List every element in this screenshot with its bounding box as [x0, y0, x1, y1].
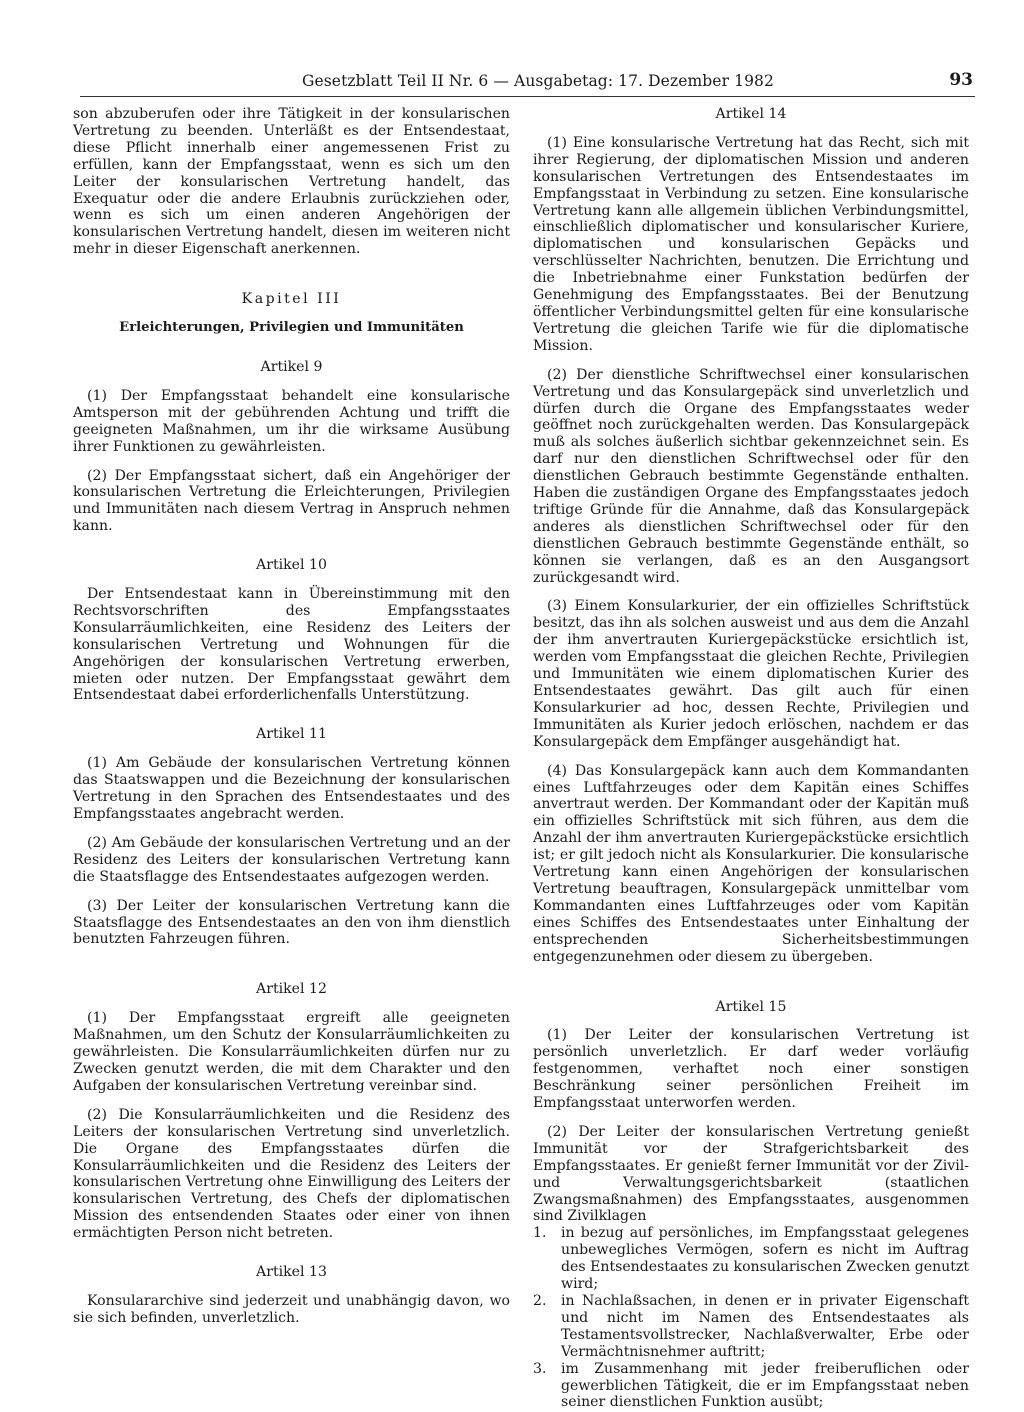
article-12-heading: Artikel 12	[256, 981, 327, 998]
article-14-p3: (3) Einem Konsularkurier, der ein offizielles Schriftstück besitzt, das ihn als solchen ausweist und aus dem die Anzahl der ihm anvertrauten Kuriergepäckstücke ersichtlich ist, werden vom Empfangsstaat die gleichen Rechte, Privilegien und Immunitäten wie einem diplomatischen Kurier des Entsendestaates gewährt. Das gilt auch für einen Konsularkurier ad hoc, dessen Rechte, Privilegien und Immunitäten als Kurier jedoch erlöschen, nachdem er das Konsulargepäck dem Empfänger ausgehändigt hat.	[533, 598, 969, 750]
article-13-p1: Konsulararchive sind jederzeit und unabhängig davon, wo sie sich befinden, unverletzlich.	[73, 1292, 510, 1326]
article-12-p2: (2) Die Konsularräumlichkeiten und die Residenz des Leiters der konsularischen Vertretung sind unverletzlich. Die Organe des Empfangsstaates dürfen die Konsularräumlichkeiten und die Residenz des Leiters der konsularischen Vertretung ohne Einwilligung des Leiters der konsularischen Vertretung, des Chefs der diplomatischen Mission des entsendenden Staates oder einer von ihnen ermächtigten Person nicht betreten.	[73, 1106, 510, 1242]
article-11-p1: (1) Am Gebäude der konsularischen Vertretung können das Staatswappen und die Bezeichnung der konsularischen Vertretung in den Sprachen des Entsendestaates und des Empfangsstaates angebracht werden.	[73, 755, 510, 822]
list-item-number: 1.	[533, 1225, 547, 1242]
page-number: 93	[949, 70, 973, 90]
list-item	[533, 1361, 969, 1412]
list-item-text: in Nachlaßsachen, in denen er in privater Eigenschaft und nicht im Namen des Entsendestaates als Testamentsvollstrecker, Nachlaßverwalter, Erbe oder Vermächtnisnehmer auftritt;	[561, 1293, 969, 1360]
article-9-heading: Artikel 9	[260, 358, 323, 375]
article-11-p2: (2) Am Gebäude der konsularischen Vertretung und an der Residenz des Leiters der konsularischen Vertretung kann die Staatsflagge des Entsendestaates aufgezogen werden.	[73, 834, 510, 885]
continued-paragraph: son abzuberufen oder ihre Tätigkeit in der konsularischen Vertretung zu beenden. Unterläßt es der Entsendestaat, diese Pflicht innerhalb einer angemessenen Frist zu erfüllen, kann der Empfangsstaat, wenn es sich um den Leiter der konsularischen Vertretung handelt, das Exequatur oder die andere Erlaubnis zurückziehen oder, wenn es sich um einen anderen Angehörigen der konsularischen Vertretung handelt, diesen im weiteren nicht mehr in dieser Eigenschaft anerkennen.	[73, 106, 510, 258]
article-11-p3: (3) Der Leiter der konsularischen Vertretung kann die Staatsflagge des Entsendestaates an den von ihm dienstlich benutzten Fahrzeugen führen.	[73, 897, 510, 948]
chapter-heading: Kapitel III	[241, 291, 342, 308]
article-14-p2: (2) Der dienstliche Schriftwechsel einer konsularischen Vertretung und das Konsulargepäck sind unverletzlich und dürfen durch die Organe des Empfangsstaates weder geöffnet noch zurückgehalten werden. Das Konsulargepäck muß als solches äußerlich sichtbar gekennzeichnet sein. Es darf nur den dienstlichen Schriftwechsel oder für den dienstlichen Gebrauch bestimmte Gegenstände enthalten. Haben die zuständigen Organe des Empfangsstaates jedoch triftige Gründe für die Annahme, daß das Konsulargepäck anderes als dienstlichen Schriftwechsel oder für den dienstlichen Gebrauch bestimmte Gegenstände enthält, so können sie verlangen, daß es an den Ausgangsort zurückgesandt wird.	[533, 366, 969, 586]
page-header	[80, 70, 975, 97]
list-item-number: 3.	[533, 1360, 547, 1377]
article-9-p1: (1) Der Empfangsstaat behandelt eine konsularische Amtsperson mit der gebührenden Achtung und trifft die geeigneten Maßnahmen, um ihr die wirksame Ausübung ihrer Funktionen zu gewährleisten.	[73, 387, 510, 455]
article-9-p2: (2) Der Empfangsstaat sichert, daß ein Angehöriger der konsularischen Vertretung die Erleichterungen, Privilegien und Immunitäten nach diesem Vertrag in Anspruch nehmen kann.	[73, 467, 510, 535]
article-11-heading: Artikel 11	[256, 726, 327, 743]
article-15-p1: (1) Der Leiter der konsularischen Vertretung ist persönlich unverletzlich. Er darf weder vorläufig festgenommen, verhaftet noch einer sonstigen Beschränkung seiner persönlichen Freiheit im Empfangsstaat unterworfen werden.	[533, 1027, 969, 1112]
right-column	[533, 106, 969, 1411]
article-15-heading: Artikel 15	[715, 998, 787, 1015]
header-title: Gesetzblatt Teil II Nr. 6 — Ausgabetag: 17. Dezember 1982	[302, 72, 774, 90]
list-item	[533, 1293, 969, 1361]
list-item-number: 2.	[533, 1293, 547, 1309]
article-14-p1: (1) Eine konsularische Vertretung hat das Recht, sich mit ihrer Regierung, der diplomatischen Mission und anderen konsularischen Vertretungen des Entsendestaates im Empfangsstaat in Verbindung zu setzen. Eine konsularische Vertretung kann alle allgemein üblichen Verbindungsmittel, einschließlich diplomatischer und konsularischer Kuriere, diplomatischen und konsularischen Gepäcks und verschlüsselter Nachrichten, benutzen. Die Errichtung und die Inbetriebnahme einer Funkstation bedürfen der Genehmigung des Empfangsstaates. Bei der Benutzung öffentlicher Verbindungsmittel gelten für eine konsularische Vertretung die gleichen Tarife wie für die diplomatische Mission.	[533, 134, 969, 354]
article-14-heading: Artikel 14	[715, 106, 787, 122]
article-15-p2: (2) Der Leiter der konsularischen Vertretung genießt Immunität vor der Strafgerichtsbarkeit des Empfangsstaates. Er genießt ferner Immunität vor der Zivil- und Verwaltungsgerichtsbarkeit (staatlichen Zwangsmaßnahmen) des Empfangsstaates, ausgenommen sind Zivilklagen	[533, 1123, 969, 1225]
list-item-text: im Zusammenhang mit jeder freiberuflichen oder gewerblichen Tätigkeit, die er im Empfangsstaat neben seiner dienstlichen Funktion ausübt;	[561, 1360, 969, 1411]
list-item-text: in bezug auf persönliches, im Empfangsstaat gelegenes unbewegliches Vermögen, sofern es nicht im Auftrag des Entsendestaates zu konsularischen Zwecken genutzt wird;	[561, 1225, 969, 1293]
article-14-p4: (4) Das Konsulargepäck kann auch dem Kommandanten eines Luftfahrzeuges oder dem Kapitän eines Schiffes anvertraut werden. Der Kommandant oder der Kapitän muß ein offizielles Schriftstück mit sich führen, aus dem die Anzahl der ihm anvertrauten Kuriergepäckstücke ersichtlich ist; er gilt jedoch nicht als Konsularkurier. Die konsularische Vertretung kann einen Angehörigen der konsularischen Vertretung beauftragen, Konsulargepäck unmittelbar vom Kommandanten eines Luftfahrzeuges oder vom Kapitän eines Schiffes des Entsendestaates unter Einhaltung der entsprechenden Sicherheitsbestimmungen entgegenzunehmen oder diesem zu übergeben.	[533, 762, 969, 965]
list-item	[533, 1225, 969, 1293]
article-13-heading: Artikel 13	[256, 1264, 327, 1281]
article-10-heading: Artikel 10	[256, 557, 327, 574]
article-10-p1: Der Entsendestaat kann in Übereinstimmung mit den Rechtsvorschriften des Empfangsstaates Konsularräumlichkeiten, eine Residenz des Leiters der konsularischen Vertretung und Wohnungen für die Angehörigen der konsularischen Vertretung erwerben, mieten oder nutzen. Der Empfangsstaat gewährt dem Entsendestaat dabei erforderlichenfalls Unterstützung.	[73, 586, 510, 704]
article-12-p1: (1) Der Empfangsstaat ergreift alle geeigneten Maßnahmen, um den Schutz der Konsularräumlichkeiten zu gewährleisten. Die Konsularräumlichkeiten dürfen nur zu Zwecken genutzt werden, die mit dem Charakter und den Aufgaben der konsularischen Vertretung vereinbar sind.	[73, 1010, 510, 1094]
chapter-title: Erleichterungen, Privilegien und Immunitäten	[119, 320, 464, 336]
left-column	[73, 106, 510, 1327]
